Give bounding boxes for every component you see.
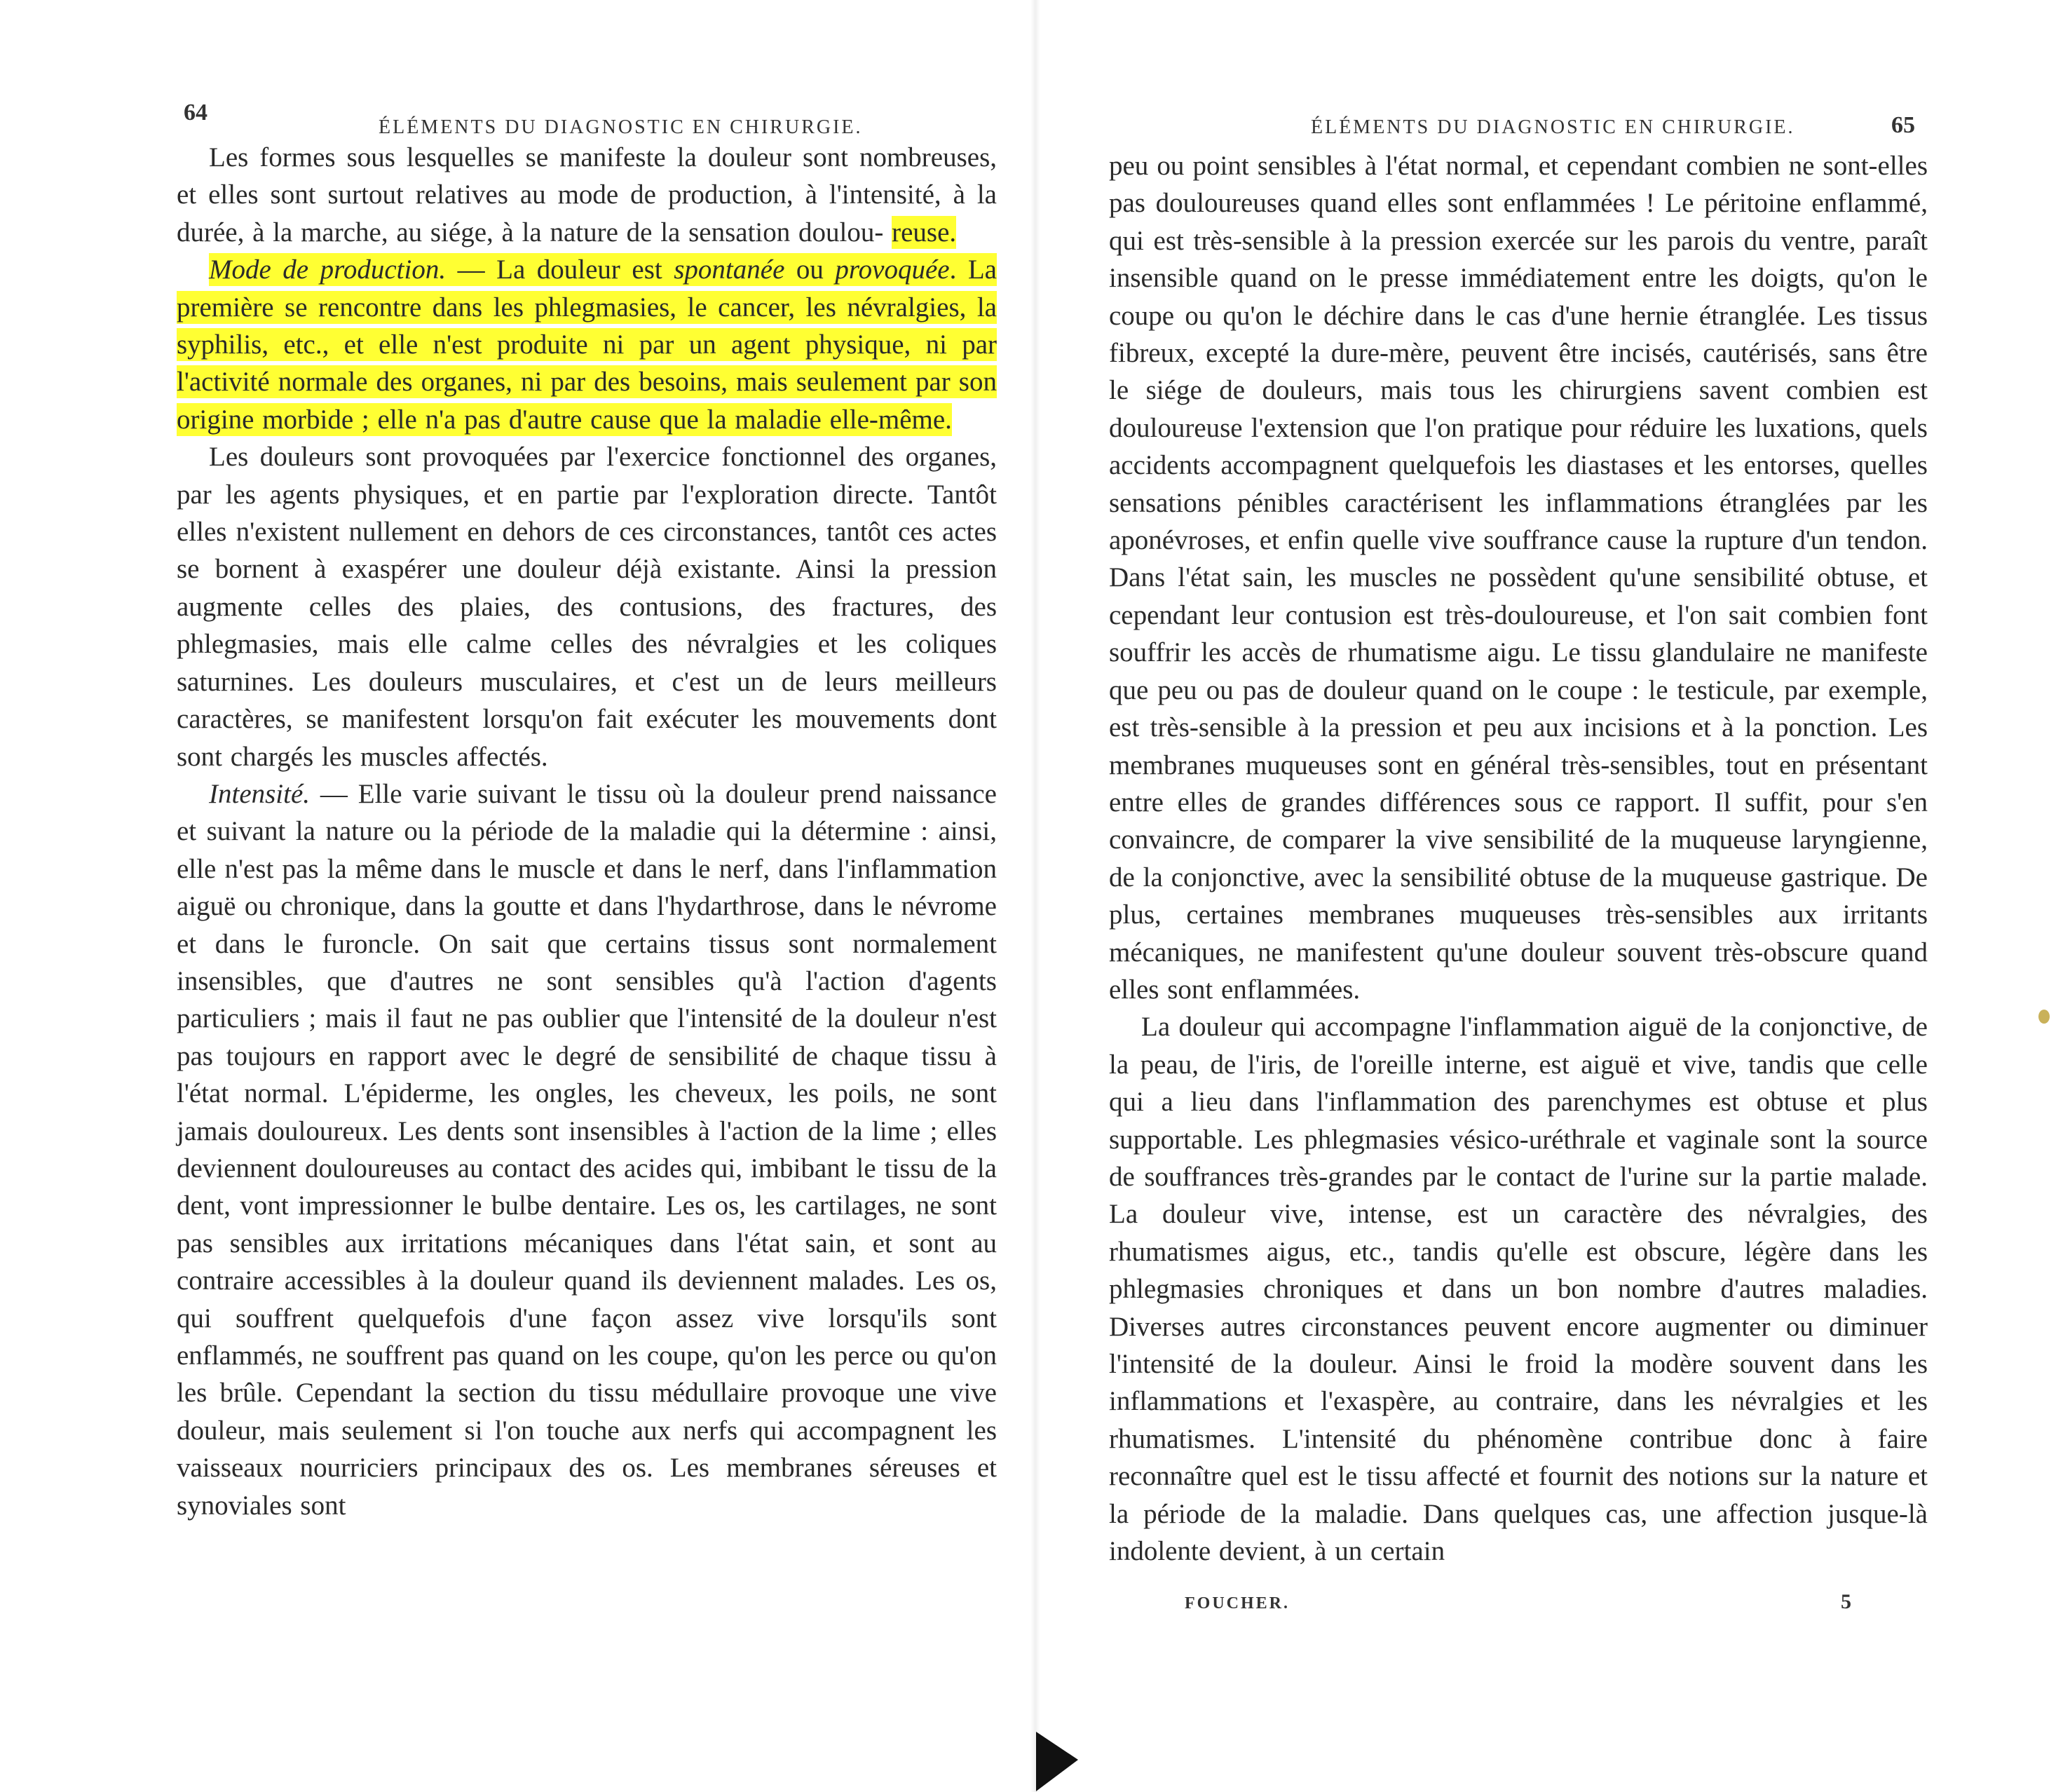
right-paragraph-1: peu ou point sensibles à l'état normal, et cependant combien ne sont-elles pas douloureuses quand elles sont enflammées ! Le péritoine enflammé, qui est très-sensible à la pression exercée sur les parois du ventre, paraît insensible quand on le presse immédiatement entre les doigts, qu'on le coupe ou qu'on le déchire dans le cas d'une hernie étranglée. Les tissus fibreux, excepté la dure-mère, peuvent être incisés, cautérisés, sans être le siége de douleurs, mais tous les chirurgiens savent combien est douloureuse l'extension que l'on pratique pour réduire les luxations, quels accidents accompagnent quelquefois les diastases et les entorses, quelles sensations pénibles caractérisent les inflammations étranglées par les aponévroses, et enfin quelle vive souffrance cause la rupture d'un tendon. Dans l'état sain, les muscles ne possèdent qu'une sensibilité obtuse, et cependant leur contusion est très-douloureuse, et l'on sait combien font souffrir les accès de rhumatisme aigu. Le tissu glandulaire ne manifeste que peu ou pas de douleur quand on le coupe : le testicule, par exemple, est très-sensible à la pression et peu aux incisions et à la ponction. Les membranes muqueuses sont en général très-sensibles, tout en présentant entre elles de grandes différences sous ce rapport. Il suffit, pour s'en convaincre, de comparer la vive sensibilité de la muqueuse laryngienne, de la conjonctive, avec la sensibilité obtuse de la muqueuse gastrique. De plus, certaines membranes muqueuses très-sensibles aux irritants mécaniques, ne manifestent qu'une douleur souvent très-obscure quand elles sont enflammées. — [1109, 151, 1928, 1005]
left-paragraph-2 — [177, 251, 997, 438]
sheet-number: 5 — [1841, 1590, 1851, 1613]
left-text-block — [177, 139, 997, 1524]
right-running-head: ÉLÉMENTS DU DIAGNOSTIC EN CHIRURGIE. — [1311, 116, 1795, 138]
right-paragraph-2: La douleur qui accompagne l'inflammation aiguë de la conjonctive, de la peau, de l'iris, de l'oreille interne, est aiguë et vive, tandis que celle qui a lieu dans l'inflammation des parenchymes est obtuse et plus supportable. Les phlegmasies vésico-uréthrale et vaginale sont la source de souffrances très-grandes par le contact de l'urine sur la partie malade. La douleur vive, intense, est un caractère des névralgies, des rhumatismes aigus, etc., tandis qu'elle est obscure, légère dans les phlegmasies chroniques et dans un bon nombre d'autres maladies. Diverses autres circonstances peuvent encore augmenter ou diminuer l'intensité de la douleur. Ainsi le froid la modère souvent dans les inflammations et l'exaspère, au contraire, dans les névralgies et les rhumatismes. L'intensité du phénomène contribue donc à faire reconnaître quel est le tissu affecté et fournit des notions sur la nature et la période de la maladie. Dans quelques cas, une affection jusque-là indolente devient, à un certain — [1109, 1012, 1928, 1567]
highlight-provoquee: provoquée — [835, 254, 950, 285]
right-page — [1035, 0, 2070, 1792]
paper-speck — [2038, 1010, 2050, 1024]
highlight-reuse: reuse. — [892, 217, 957, 247]
left-paragraph-4 — [177, 775, 997, 1524]
heading-intensite: Intensité. — [209, 778, 311, 809]
highlight-spontanee: spontanée — [674, 254, 785, 285]
highlight-rest: . La première se rencontre dans les phlegmasies, le cancer, les névralgies, la syphilis, etc., et elle n'est produite ni par un agent physique, ni par l'activité normale des organes, ni par des besoins, mais seulement par son origine morbide ; elle n'a pas d'autre cause que la maladie elle-même. — [177, 254, 997, 435]
highlight-dash: — La douleur est — [446, 254, 674, 285]
left-page-number: 64 — [184, 100, 207, 125]
left-paragraph-3: Les douleurs sont provoquées par l'exercice fonctionnel des organes, par les agents physiques, et en partie par l'exploration directe. Tantôt elles n'existent nullement en dehors de ces circonstances, tantôt ces actes se bornent à exaspérer une douleur déjà existante. Ainsi la pression augmente celles des plaies, des contusions, des fractures, des phlegmasies, mais elle calme celles des névralgies et les coliques saturnines. Les douleurs musculaires, et c'est un de leurs meilleurs caractères, se manifestent lorsqu'on fait exécuter les mouvements dont sont chargés les muscles affectés. — [177, 442, 997, 772]
right-page-number: 65 — [1891, 112, 1915, 138]
left-running-head: ÉLÉMENTS DU DIAGNOSTIC EN CHIRURGIE. — [379, 116, 863, 138]
intensite-text: — Elle varie suivant le tissu où la douleur prend naissance et suivant la nature ou la période de la maladie qui la détermine : ainsi, elle n'est pas la même dans le muscle et dans le nerf, dans l'inflammation aiguë ou chronique, dans la goutte et dans l'hydarthrose, dans le névrome et dans le furoncle. On sait que certains tissus sont normalement insensibles, que d'autres ne sont sensibles qu'à l'action d'agents particuliers ; mais il faut ne pas oublier que l'intensité de la douleur n'est pas toujours en rapport avec le degré de sensibilité de chaque tissu à l'état normal. L'épiderme, les ongles, les cheveux, les poils, ne sont jamais douloureux. Les dents sont insensibles à l'action de la lime ; elles deviennent douloureuses au contact des acides qui, imbibant le tissu de la dent, vont impressionner le bulbe dentaire. Les os, les cartilages, ne sont pas sensibles aux irritations mécaniques dans l'état sain, et sont au contraire accessibles à la douleur quand ils deviennent malades. Les os, qui souffrent quelquefois d'une façon assez vive lorsqu'ils sont enflammés, ne souffrent pas quand on les coupe, qu'on les perce ou qu'on les brûle. Cependant la section du tissu médullaire provoque une vive douleur, mais seulement si l'on touche aux nerfs qui accompagnent les vaisseaux nourriciers principaux des os. Les membranes séreuses et synoviales sont — [177, 778, 997, 1521]
printer-signature: FOUCHER. — [1185, 1594, 1290, 1613]
binding-shadow — [1036, 1732, 1078, 1791]
highlight-ou: ou — [784, 254, 836, 285]
left-paragraph-1: Les formes sous lesquelles se manifeste la douleur sont nombreuses, et elles sont surtout relatives au mode de production, à l'intensité, à la durée, à la marche, au siége, à la nature de la sensation doulou- reuse. — [177, 142, 997, 247]
right-text-block — [1109, 147, 1928, 1570]
heading-mode-de-production: Mode de production. — [209, 254, 447, 285]
